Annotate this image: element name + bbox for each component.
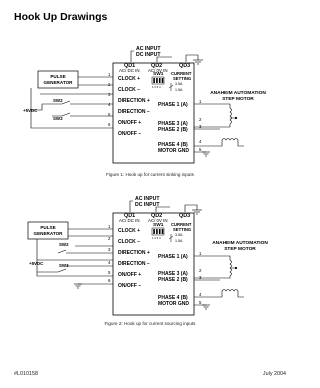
left-pin-3: 3: [108, 247, 111, 252]
sw3-label: SW3: [59, 263, 69, 268]
ground-symbol-left: [74, 284, 113, 288]
phase-4-label: PHASE 4 (B): [158, 142, 188, 148]
clock-wires: [68, 229, 113, 236]
sw3-switch: [40, 94, 113, 116]
current-pot: [169, 234, 173, 242]
input-onoff-minus: ON/OFF –: [118, 283, 142, 289]
current-pot: [169, 83, 173, 91]
ground-symbol-motor: [202, 152, 210, 156]
right-pin-3: 3: [199, 124, 202, 129]
figure-2-caption: Figure 2: Hook up for current sourcing inputs: [104, 321, 196, 326]
supply-voltage-label: +5VDC: [29, 261, 44, 266]
right-pin-1: 1: [199, 99, 202, 104]
qd2-sublabel: AC/ 0V IN: [148, 68, 168, 73]
left-pin-1: 1: [108, 72, 111, 77]
input-direction-plus: DIRECTION +: [118, 250, 150, 256]
qd3-wire: [185, 205, 197, 212]
qd1-label: QD1: [124, 63, 136, 69]
sw1-dip-switch: [152, 228, 164, 235]
pulse-generator-label-1: PULSE: [50, 74, 66, 79]
motor-label-1: ANAHEIM AUTOMATION: [210, 91, 266, 96]
right-pin-1: 1: [199, 251, 202, 256]
sw2-label: SW2: [53, 98, 63, 103]
dc-input-label: DC INPUT: [136, 52, 161, 58]
phase-3-label: PHASE 3 (A): [158, 121, 188, 127]
current-low: 1.5A: [175, 88, 183, 92]
motor-label-1: ANAHEIM AUTOMATION: [212, 241, 268, 246]
motor-label-2: STEP MOTOR: [222, 97, 254, 102]
ground-symbol-top: [193, 60, 203, 64]
phase-4-label: PHASE 4 (B): [158, 295, 188, 301]
page-title: Hook Up Drawings: [14, 11, 108, 23]
qd3-label: QD3: [179, 213, 191, 219]
sw3-switch: [58, 260, 113, 272]
left-pin-6: 6: [108, 278, 111, 283]
qd2-sublabel: AC/ 0V IN: [148, 218, 168, 223]
input-clock-plus: CLOCK +: [118, 228, 141, 234]
hookup-diagram-sourcing: [0, 180, 300, 370]
left-pin-2: 2: [108, 82, 111, 87]
figure-1-caption: Figure 1: Hook up for current sinking inputs: [106, 172, 194, 177]
qd2-label: QD2: [151, 63, 163, 69]
left-pin-4: 4: [108, 102, 111, 107]
right-pin-4: 4: [199, 139, 202, 144]
current-setting-label-1: CURRENT: [171, 71, 192, 76]
supply-wire-1: [131, 51, 134, 62]
sw2-switch: [58, 250, 113, 253]
qd3-label: QD3: [179, 63, 191, 69]
document-number: #L010158: [14, 371, 38, 377]
right-pin-2: 2: [199, 117, 202, 122]
supply-rail: [37, 239, 113, 276]
motor-gnd-label: MOTOR GND: [158, 301, 190, 307]
phase-1-label: PHASE 1 (A): [158, 254, 188, 260]
pulse-generator-label-2: GENERATOR: [43, 80, 73, 85]
sw1-dip-switch: [152, 77, 164, 84]
phase-1-label: PHASE 1 (A): [158, 102, 188, 108]
left-pin-5: 5: [108, 270, 111, 275]
qd2-label: QD2: [151, 213, 163, 219]
right-pin-2: 2: [199, 268, 202, 273]
right-pin-5: 5: [199, 300, 202, 305]
pulse-generator-label-2: GENERATOR: [33, 231, 63, 236]
current-setting-label-2: SETTING: [173, 227, 192, 232]
current-high: 3.5A: [175, 233, 183, 237]
input-direction-minus: DIRECTION –: [118, 109, 150, 115]
pulse-generator-label-1: PULSE: [40, 225, 56, 230]
phase-2-label: PHASE 2 (B): [158, 277, 188, 283]
motor-windings: [194, 104, 244, 152]
input-direction-plus: DIRECTION +: [118, 98, 150, 104]
document-date: July 2004: [262, 371, 286, 377]
sw1-label: SW1: [153, 223, 164, 228]
sw3-label: SW3: [53, 116, 63, 121]
qd1-sublabel: AC/ DC IN: [119, 218, 140, 223]
dc-input-label: DC INPUT: [135, 202, 160, 208]
left-pin-4: 4: [108, 260, 111, 265]
supply-voltage-label: +5VDC: [23, 108, 38, 113]
ground-symbol-motor: [202, 305, 210, 309]
current-low: 1.5A: [175, 239, 183, 243]
sw2-label: SW2: [59, 242, 69, 247]
sw1-numbers: 1 2 3 4: [152, 236, 161, 240]
hookup-diagram-sinking: [0, 0, 300, 180]
sw1-numbers: 1 2 3 4: [152, 85, 161, 89]
left-pin-3: 3: [108, 92, 111, 97]
left-pin-5: 5: [108, 112, 111, 117]
qd3-wire: [186, 55, 198, 62]
left-pin-1: 1: [108, 224, 111, 229]
input-onoff-plus: ON/OFF +: [118, 272, 142, 278]
right-pin-3: 3: [199, 275, 202, 280]
motor-gnd-label: MOTOR GND: [158, 148, 190, 154]
left-pin-2: 2: [108, 236, 111, 241]
phase-3-label: PHASE 3 (A): [158, 271, 188, 277]
current-setting-label-2: SETTING: [173, 76, 192, 81]
current-setting-label-1: CURRENT: [171, 222, 192, 227]
input-onoff-minus: ON/OFF –: [118, 131, 142, 137]
motor-label-2: STEP MOTOR: [224, 247, 256, 252]
right-pin-4: 4: [199, 292, 202, 297]
ac-input-label: AC INPUT: [135, 196, 160, 202]
current-high: 3.5A: [175, 82, 183, 86]
input-clock-minus: CLOCK –: [118, 239, 140, 245]
sw2-switch: [62, 101, 113, 104]
motor-windings: [194, 256, 244, 305]
input-clock-plus: CLOCK +: [118, 76, 141, 82]
right-pin-5: 5: [199, 147, 202, 152]
qd1-label: QD1: [124, 213, 136, 219]
input-onoff-plus: ON/OFF +: [118, 120, 142, 126]
left-pin-6: 6: [108, 122, 111, 127]
qd1-sublabel: AC/ DC IN: [119, 68, 140, 73]
input-direction-minus: DIRECTION –: [118, 261, 150, 267]
ac-input-label: AC INPUT: [136, 46, 161, 52]
input-clock-minus: CLOCK –: [118, 87, 140, 93]
phase-2-label: PHASE 2 (B): [158, 127, 188, 133]
supply-wire-1: [130, 201, 133, 212]
sw1-label: SW1: [153, 72, 164, 77]
